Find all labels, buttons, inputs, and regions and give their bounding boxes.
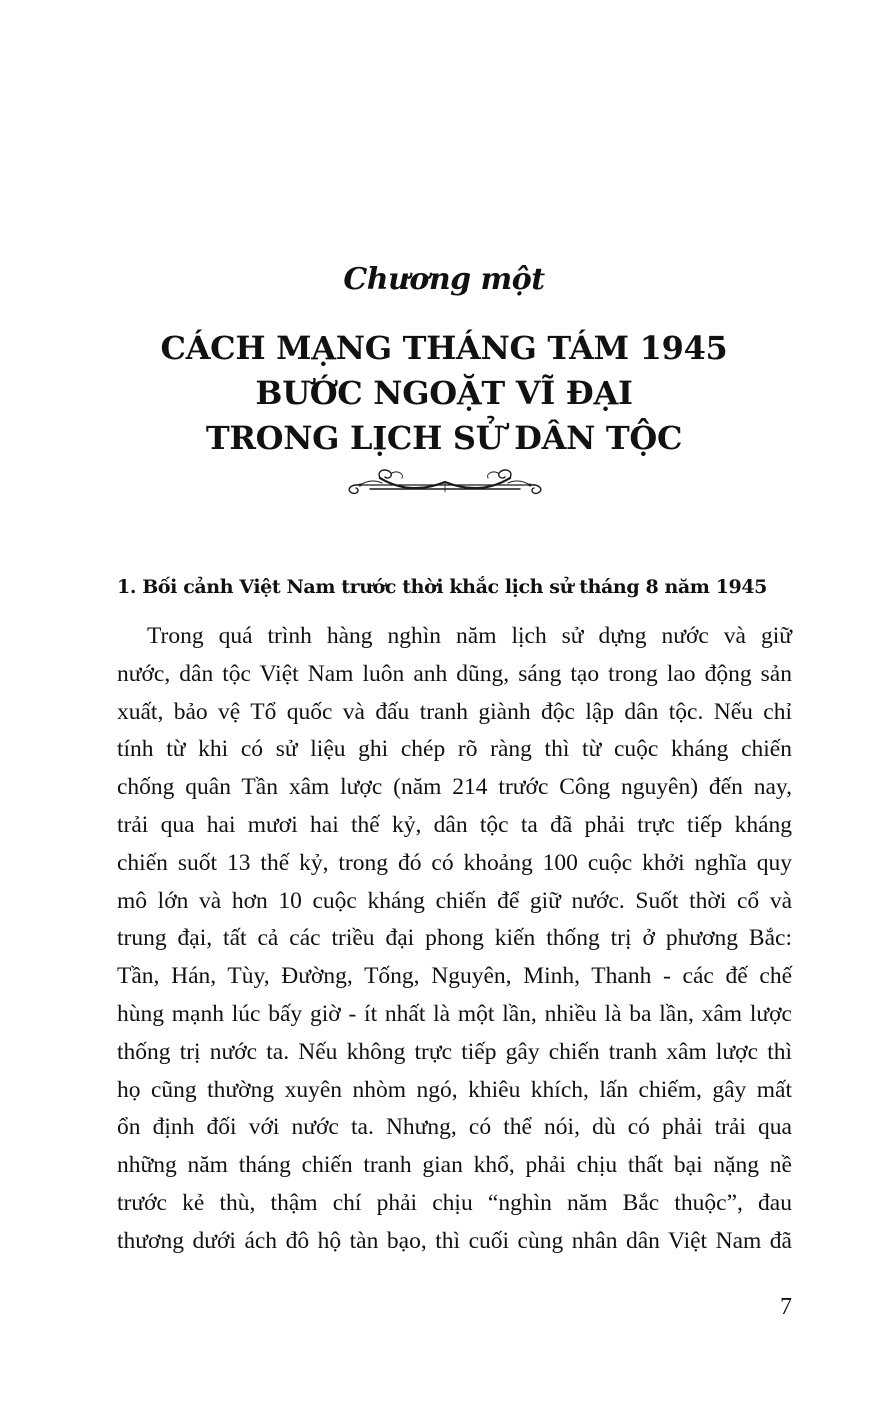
- text-line: trước kẻ thù, thậm chí phải chịu “nghìn năm Bắc thuộc”, đau: [117, 1189, 792, 1216]
- text-line: Trong quá trình hàng nghìn năm lịch sử dựng nước và giữ: [147, 623, 792, 649]
- text-line: thống trị nước ta. Nếu không trực tiếp gây chiến tranh xâm lược thì: [117, 1038, 792, 1065]
- text-line: mô lớn và hơn 10 cuộc kháng chiến để giữ nước. Suốt thời cổ và: [117, 887, 792, 914]
- text-line: Tần, Hán, Tùy, Đường, Tống, Nguyên, Minh, Thanh - các đế chế: [117, 963, 792, 990]
- chapter-title-line-2: BƯỚC NGOẶT VĨ ĐẠI: [255, 374, 633, 412]
- chapter-title-line-1: CÁCH MẠNG THÁNG TÁM 1945: [160, 329, 728, 367]
- text-line: xuất, bảo vệ Tổ quốc và đấu tranh giành độc lập dân tộc. Nếu chỉ: [117, 698, 792, 725]
- text-line: chống quân Tần xâm lược (năm 214 trước Công nguyên) đến nay,: [117, 774, 792, 801]
- text-line: nước, dân tộc Việt Nam luôn anh dũng, sáng tạo trong lao động sản: [117, 660, 792, 687]
- text-line: họ cũng thường xuyên nhòm ngó, khiêu khích, lấn chiếm, gây mất: [117, 1076, 792, 1103]
- section-heading: 1. Bối cảnh Việt Nam trước thời khắc lịch sử tháng 8 năm 1945: [117, 576, 767, 598]
- body-paragraph: [117, 618, 792, 1261]
- text-line: ổn định đối với nước ta. Nhưng, có thể nói, dù có phải trải qua: [117, 1114, 792, 1141]
- decorative-flourish-icon: [340, 468, 550, 500]
- chapter-title-line-3: TRONG LỊCH SỬ DÂN TỘC: [205, 419, 683, 457]
- text-line: tính từ khi có sử liệu ghi chép rõ ràng thì từ cuộc kháng chiến: [117, 736, 792, 763]
- text-line: trải qua hai mươi hai thế kỷ, dân tộc ta đã phải trực tiếp kháng: [117, 811, 792, 838]
- text-line: trung đại, tất cả các triều đại phong kiến thống trị ở phương Bắc:: [117, 925, 792, 952]
- text-line: hùng mạnh lúc bấy giờ - ít nhất là một lần, nhiều là ba lần, xâm lược: [117, 1000, 792, 1027]
- text-line: thương dưới ách đô hộ tàn bạo, thì cuối cùng nhân dân Việt Nam đã: [117, 1227, 792, 1254]
- text-line: những năm tháng chiến tranh gian khổ, phải chịu thất bại nặng nề: [117, 1152, 792, 1179]
- chapter-label: Chương một: [343, 262, 545, 297]
- page-number: 7: [780, 1294, 792, 1320]
- chapter-title: [0, 326, 888, 461]
- text-line: chiến suốt 13 thế kỷ, trong đó có khoảng 100 cuộc khởi nghĩa quy: [117, 849, 792, 876]
